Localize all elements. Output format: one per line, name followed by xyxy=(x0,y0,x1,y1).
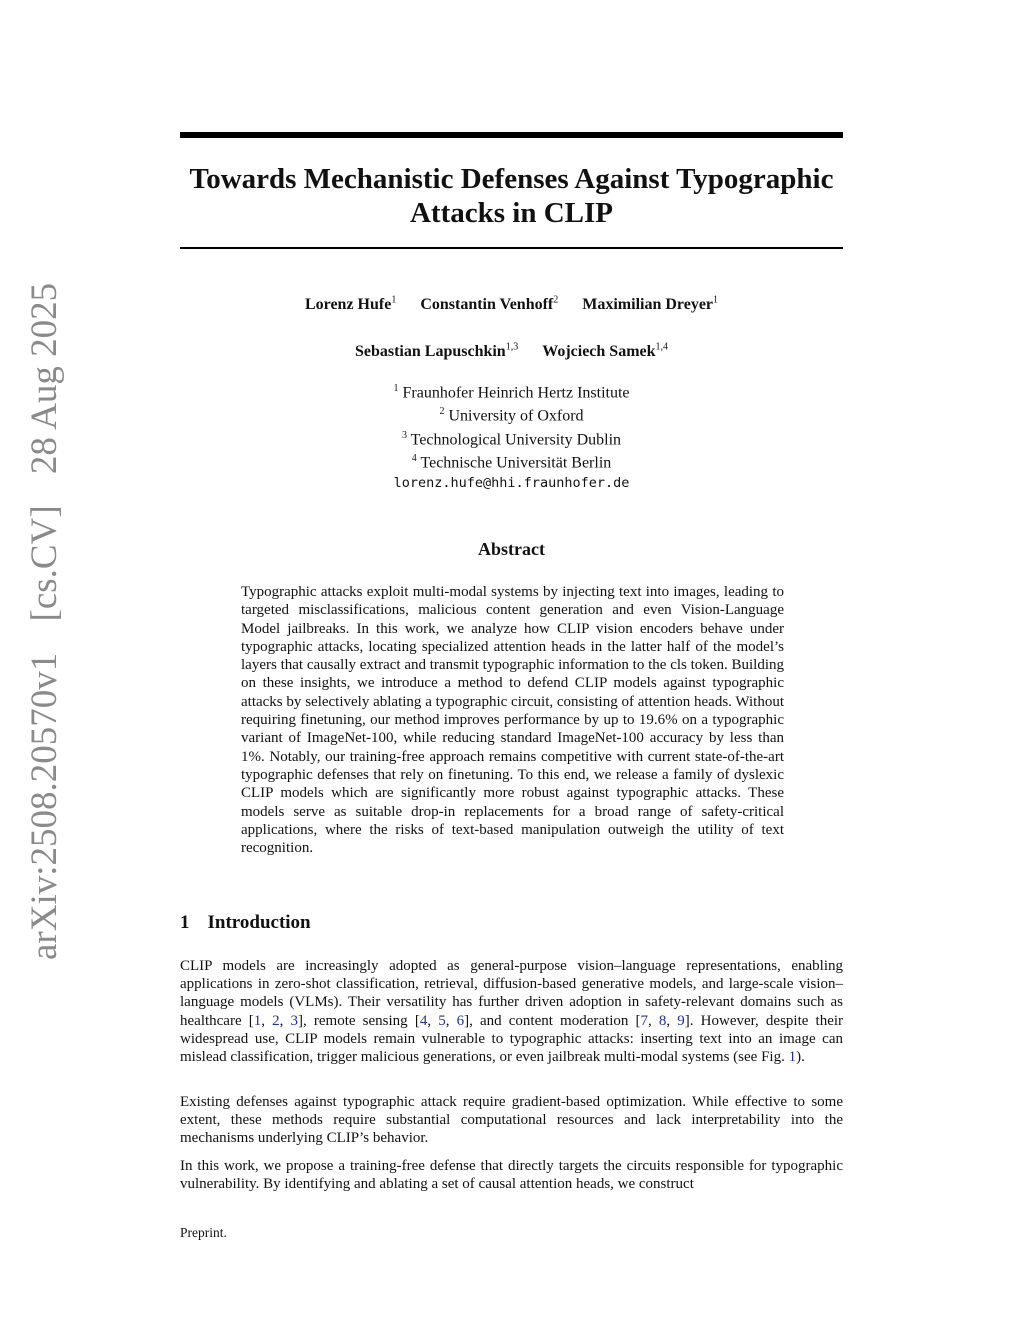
paper-title xyxy=(180,162,843,230)
contact-email[interactable]: lorenz.hufe@hhi.fraunhofer.de xyxy=(393,475,630,491)
abstract-body: Typographic attacks exploit multi-modal systems by injecting text into images, leading to targeted misclassifications, malicious content generation and even Vision-Language Model jailbreaks. In this work, we analyze how CLIP vision encoders behave under typographic attacks, locating specialized attention heads in the latter half of the model’s layers that causally extract and transmit typographic information to the cls token. Building on these insights, we introduce a method to defend CLIP models against typographic attacks by selectively ablating a typographic circuit, consisting of attention heads. Without requiring finetuning, our method improves performance by up to 19.6% on a typographic variant of ImageNet-100, while reducing standard ImageNet-100 accuracy by less than 1%. Notably, our training-free approach remains competitive with current state-of-the-art typographic defenses that rely on finetuning. To this end, we release a family of dyslexic CLIP models which are significantly more robust against typographic attacks. These models serve as suitable drop-in replacements for a broad range of safety-critical applications, where the risks of text-based manipulation outweigh the utility of text recognition. xyxy=(241,584,784,857)
arxiv-id: arXiv:2508.20570v1 xyxy=(24,652,65,960)
authors-row-1 xyxy=(180,295,843,314)
section-number: 1 xyxy=(180,912,190,933)
affiliation: $^3$ Technological University Dublin xyxy=(401,429,622,448)
affiliation: $^4$ Technische Universität Berlin xyxy=(411,452,612,472)
title-bottom-rule xyxy=(180,247,843,249)
arxiv-date: 28 Aug 2025 xyxy=(24,282,65,475)
intro-paragraph-2: Existing defenses against typographic attack require gradient-based optimization. While effective to some extent, these methods require substantial computational resources and lack interpretability into the mechanisms underlying CLIP’s behavior. xyxy=(180,1094,843,1147)
figure-link[interactable]: 1 xyxy=(788,1049,797,1066)
author: Wojciech Samek$^{1,4}$ xyxy=(542,342,669,361)
affiliation: $^2$ University of Oxford xyxy=(439,406,584,425)
title-top-rule xyxy=(180,132,843,138)
author: Sebastian Lapuschkin$^{1,3}$ xyxy=(354,342,519,361)
introduction-heading xyxy=(180,912,311,934)
arxiv-identifier-stamp xyxy=(18,282,72,960)
author: Constantin Venhoff$^2$ xyxy=(420,295,559,314)
section-title: Introduction xyxy=(207,912,311,933)
citation-link[interactable]: 4 xyxy=(419,1012,428,1029)
title-line-2: Attacks in CLIP xyxy=(409,197,613,229)
footer-note: Preprint. xyxy=(180,1225,227,1240)
intro-paragraph-3: In this work, we propose a training-free defense that directly targets the circuits responsible for typographic vulnerability. By identifying and ablating a set of causal attention heads, we construct xyxy=(180,1158,843,1193)
title-line-1: Towards Mechanistic Defenses Against Typographic xyxy=(189,163,834,195)
intro-paragraph-1: CLIP models are increasingly adopted as general-purpose vision–language representations, enabling applications in zero-shot classification, retrieval, diffusion-based generative models, and large-scale vision–language models (VLMs). Their versatility has further driven adoption in safety-relevant domains such as healthcare [1, 2, 3], remote sensing [4, 5, 6], and content moderation [7, 8, 9]. However, despite their widespread use, CLIP models remain vulnerable to typographic attacks: inserting text into an image can mislead classification, trigger malicious generations, or even jailbreak multi-modal systems (see Fig. 1). xyxy=(180,958,844,1066)
citation-link[interactable]: 6 xyxy=(456,1012,465,1029)
citation-link[interactable]: 8 xyxy=(658,1012,667,1029)
affiliations xyxy=(180,379,843,472)
citation-link[interactable]: 1 xyxy=(253,1012,262,1029)
arxiv-category: [cs.CV] xyxy=(24,505,65,622)
citation-link[interactable]: 2 xyxy=(272,1012,280,1029)
citation-link[interactable]: 9 xyxy=(677,1012,685,1029)
abstract-heading: Abstract xyxy=(478,539,545,559)
citation-link[interactable]: 3 xyxy=(290,1012,299,1029)
affiliation: $^1$ Fraunhofer Heinrich Hertz Institute xyxy=(393,383,630,402)
authors-row-2 xyxy=(180,342,843,361)
author: Maximilian Dreyer$^1$ xyxy=(582,295,719,314)
citation-link[interactable]: 7 xyxy=(640,1012,649,1029)
author: Lorenz Hufe$^1$ xyxy=(304,295,397,314)
citation-link[interactable]: 5 xyxy=(438,1012,446,1029)
